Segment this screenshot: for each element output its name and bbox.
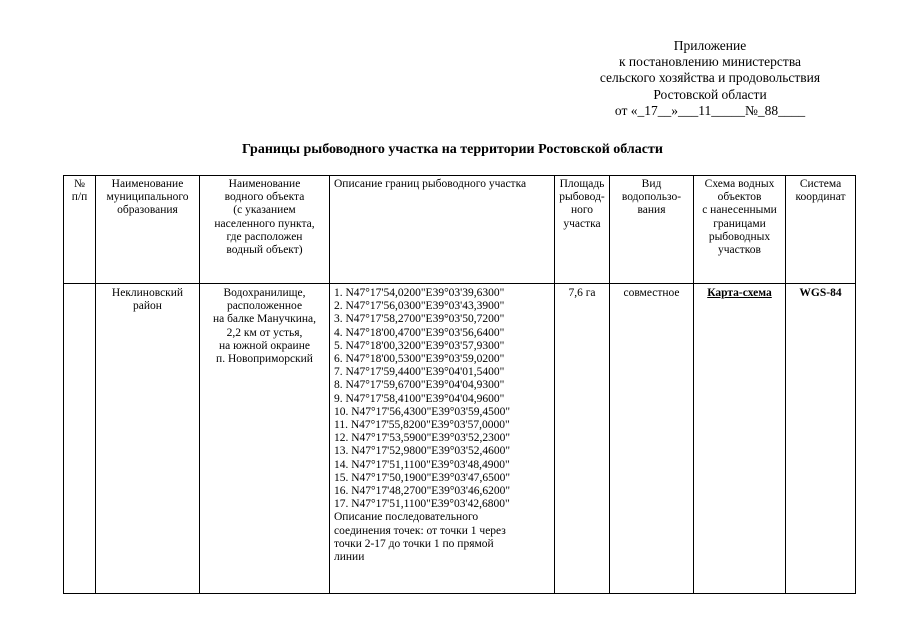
boundary-point: 16. N47°17'48,2700"E39°03'46,6200" <box>334 485 511 498</box>
appendix-line: Ростовской области <box>653 86 767 102</box>
boundary-point: 12. N47°17'53,5900"E39°03'52,2300" <box>334 432 511 445</box>
header-water-body: Наименование водного объекта (с указанием населенного пункта, где расположен водный объект) <box>200 176 330 284</box>
cell-scheme <box>694 284 786 594</box>
boundary-point: 3. N47°17'58,2700"E39°03'50,7200" <box>334 313 505 326</box>
boundary-point: 10. N47°17'56,4300"E39°03'59,4500" <box>334 405 511 418</box>
boundary-point: 6. N47°18'00,5300"E39°03'59,0200" <box>334 353 505 366</box>
boundary-point: 1. N47°17'54,0200"E39°03'39,6300" <box>334 287 505 299</box>
header-municipality: Наименование муниципального образования <box>96 176 200 284</box>
cell-num <box>64 284 96 594</box>
document-title: Границы рыбоводного участка на территории Ростовской области <box>242 142 663 157</box>
boundary-point: 7. N47°17'59,4400"E39°04'01,5400" <box>334 366 505 379</box>
boundary-point: 13. N47°17'52,9800"E39°03'52,4600" <box>334 445 511 458</box>
cell-area: 7,6 га <box>555 284 610 594</box>
connection-note: Описание последовательного <box>334 511 479 524</box>
connection-note: линии <box>334 551 365 564</box>
boundary-point: 17. N47°17'51,1100"E39°03'42,6800" <box>334 498 510 511</box>
boundary-point: 8. N47°17'59,6700"E39°04'04,9300" <box>334 379 505 392</box>
header-num: № п/п <box>64 176 96 284</box>
appendix-line: от «_17__»___11_____№_88____ <box>614 102 806 118</box>
cell-water-body: Водохранилище, расположенное на балке Манучкина, 2,2 км от устья, на южной окраине п. Новоприморский <box>200 284 330 594</box>
boundaries-table <box>63 175 856 594</box>
boundary-point: 14. N47°17'51,1100"E39°03'48,4900" <box>334 458 510 471</box>
boundary-point: 9. N47°17'58,4100"E39°04'04,9600" <box>334 392 505 405</box>
boundary-point: 5. N47°18'00,3200"E39°03'57,9300" <box>334 339 505 352</box>
boundary-point: 11. N47°17'55,8200"E39°03'57,0000" <box>334 419 510 432</box>
cell-coords <box>786 284 856 594</box>
boundary-point: 2. N47°17'56,0300"E39°03'43,3900" <box>334 300 505 313</box>
connection-note: соединения точек: от точки 1 через <box>334 524 506 537</box>
cell-municipality: Неклиновский район <box>96 284 200 594</box>
appendix-line: Приложение <box>673 38 747 53</box>
appendix-block <box>540 38 880 119</box>
boundary-point: 4. N47°18'00,4700"E39°03'56,6400" <box>334 326 505 339</box>
header-coords: Система координат <box>786 176 856 284</box>
cell-description <box>330 284 555 594</box>
cell-type: совместное <box>610 284 694 594</box>
coords-system: WGS-84 <box>799 287 842 299</box>
scheme-map-link[interactable]: Карта-схема <box>707 287 772 299</box>
boundary-point: 15. N47°17'50,1900"E39°03'47,6500" <box>334 471 511 484</box>
header-area: Площадь рыбовод- ного участка <box>555 176 610 284</box>
table-row <box>64 284 856 594</box>
header-scheme: Схема водных объектов с нанесенными границами рыбоводных участков <box>694 176 786 284</box>
header-type: Вид водопользо- вания <box>610 176 694 284</box>
appendix-line: сельского хозяйства и продовольствия <box>599 70 821 86</box>
table-header-row <box>64 176 856 284</box>
header-description: Описание границ рыбоводного участка <box>330 176 555 284</box>
appendix-line: к постановлению министерства <box>618 54 802 70</box>
connection-note: точки 2-17 до точки 1 по прямой <box>334 537 494 550</box>
